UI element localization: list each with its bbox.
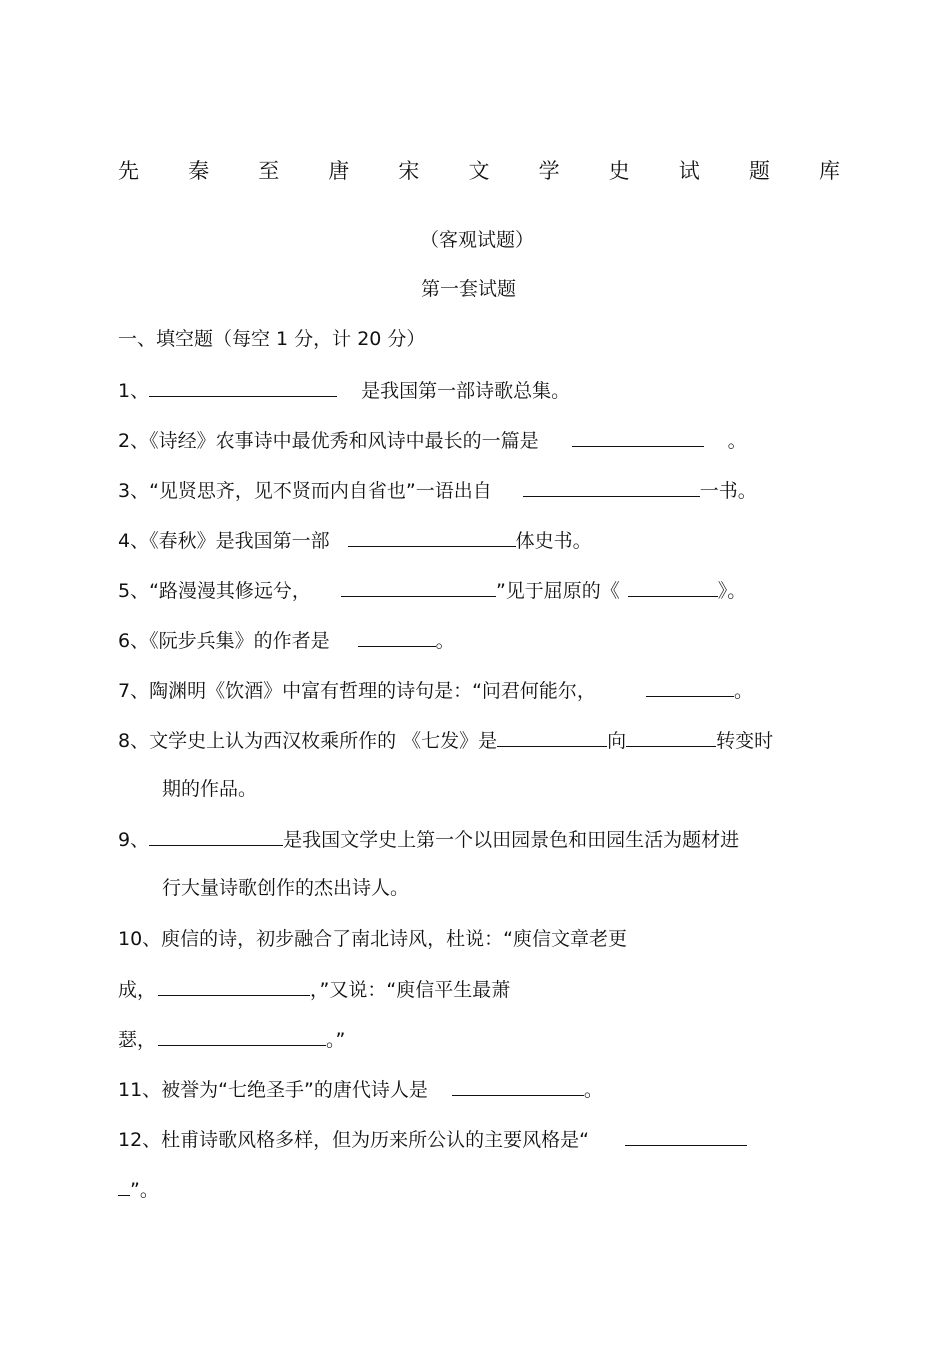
question-10-line-2 <box>118 977 510 1002</box>
subtitle: （客观试题） <box>420 229 535 251</box>
answer-blank[interactable] <box>452 1077 584 1096</box>
answer-blank[interactable] <box>118 1177 130 1196</box>
question-end: 转变时 <box>716 730 774 752</box>
question-end: 》。 <box>717 580 747 602</box>
question-end: 。 <box>727 430 747 452</box>
question-text: 是我国文学史上第一个以田园景色和田园生活为题材进 <box>283 829 740 851</box>
question-text: 6、《阮步兵集》的作者是 <box>118 630 330 652</box>
question-text: 瑟， <box>118 1029 157 1051</box>
title-char: 唐 <box>328 159 350 183</box>
answer-blank[interactable] <box>158 1027 326 1046</box>
question-number: 1、 <box>118 380 150 402</box>
answer-blank[interactable] <box>497 728 607 747</box>
page-title <box>118 155 840 185</box>
question-10-line-3 <box>118 1027 345 1052</box>
question-text: 7、陶渊明《饮酒》中富有哲理的诗句是：“问君何能尔， <box>118 680 596 702</box>
question-number: 9、 <box>118 829 150 851</box>
answer-blank[interactable] <box>572 428 704 447</box>
answer-blank[interactable] <box>646 678 734 697</box>
question-end: 一书。 <box>699 480 757 502</box>
question-7 <box>118 678 753 703</box>
question-8-continuation: 期的作品。 <box>162 778 258 800</box>
question-text: 8、文学史上认为西汉枚乘所作的 《七发》是 <box>118 730 498 752</box>
title-char: 秦 <box>188 159 210 183</box>
question-text: 4、《春秋》是我国第一部 <box>118 530 330 552</box>
answer-blank[interactable] <box>523 478 700 497</box>
title-char: 史 <box>608 159 630 183</box>
question-end: ”。 <box>130 1179 159 1201</box>
question-3 <box>118 478 757 503</box>
title-char: 试 <box>678 159 700 183</box>
question-end: 体史书。 <box>515 530 592 552</box>
question-9 <box>118 827 739 852</box>
question-text: 3、“见贤思齐，见不贤而内自省也”一语出自 <box>118 480 492 502</box>
question-text: 11、被誉为“七绝圣手”的唐代诗人是 <box>118 1079 428 1101</box>
question-end: 。 <box>733 680 753 702</box>
question-text: 12、杜甫诗歌风格多样，但为历来所公认的主要风格是“ <box>118 1129 590 1151</box>
title-char: 学 <box>538 159 560 183</box>
answer-blank[interactable] <box>628 578 718 597</box>
answer-blank[interactable] <box>626 728 716 747</box>
question-5 <box>118 578 746 603</box>
answer-blank[interactable] <box>158 977 310 996</box>
question-text: 5、“路漫漫其修远兮， <box>118 580 311 602</box>
section-title: 一、填空题（每空 1 分，计 20 分） <box>118 328 426 350</box>
question-12-continuation <box>118 1177 159 1202</box>
answer-blank[interactable] <box>149 378 337 397</box>
question-text: 是我国第一部诗歌总集。 <box>361 380 571 402</box>
question-end: 。 <box>583 1079 603 1101</box>
answer-blank[interactable] <box>625 1127 747 1146</box>
title-char: 文 <box>468 159 490 183</box>
answer-blank[interactable] <box>149 827 283 846</box>
question-4 <box>118 528 592 553</box>
question-mid: 向 <box>607 730 627 752</box>
question-2 <box>118 428 747 453</box>
title-char: 宋 <box>398 159 420 183</box>
title-char: 至 <box>258 159 280 183</box>
question-end: 。 <box>435 630 455 652</box>
set-title: 第一套试题 <box>421 278 517 300</box>
question-10-line-1: 10、庾信的诗，初步融合了南北诗风，杜说：“庾信文章老更 <box>118 928 628 950</box>
question-6 <box>118 628 455 653</box>
question-8 <box>118 728 773 753</box>
question-12 <box>118 1127 747 1152</box>
answer-blank[interactable] <box>341 578 496 597</box>
question-text: 成， <box>118 979 157 1001</box>
question-9-continuation: 行大量诗歌创作的杰出诗人。 <box>162 877 410 899</box>
question-text: ，”又说：“庾信平生最萧 <box>310 979 511 1001</box>
question-text: 。” <box>326 1029 346 1051</box>
title-char: 题 <box>748 159 770 183</box>
answer-blank[interactable] <box>358 628 436 647</box>
question-mid: ”见于屈原的《 <box>495 580 620 602</box>
question-1 <box>118 378 570 403</box>
title-char: 库 <box>818 159 840 183</box>
title-char: 先 <box>118 159 139 183</box>
question-text: 2、《诗经》农事诗中最优秀和风诗中最长的一篇是 <box>118 430 539 452</box>
answer-blank[interactable] <box>348 528 516 547</box>
question-11 <box>118 1077 603 1102</box>
